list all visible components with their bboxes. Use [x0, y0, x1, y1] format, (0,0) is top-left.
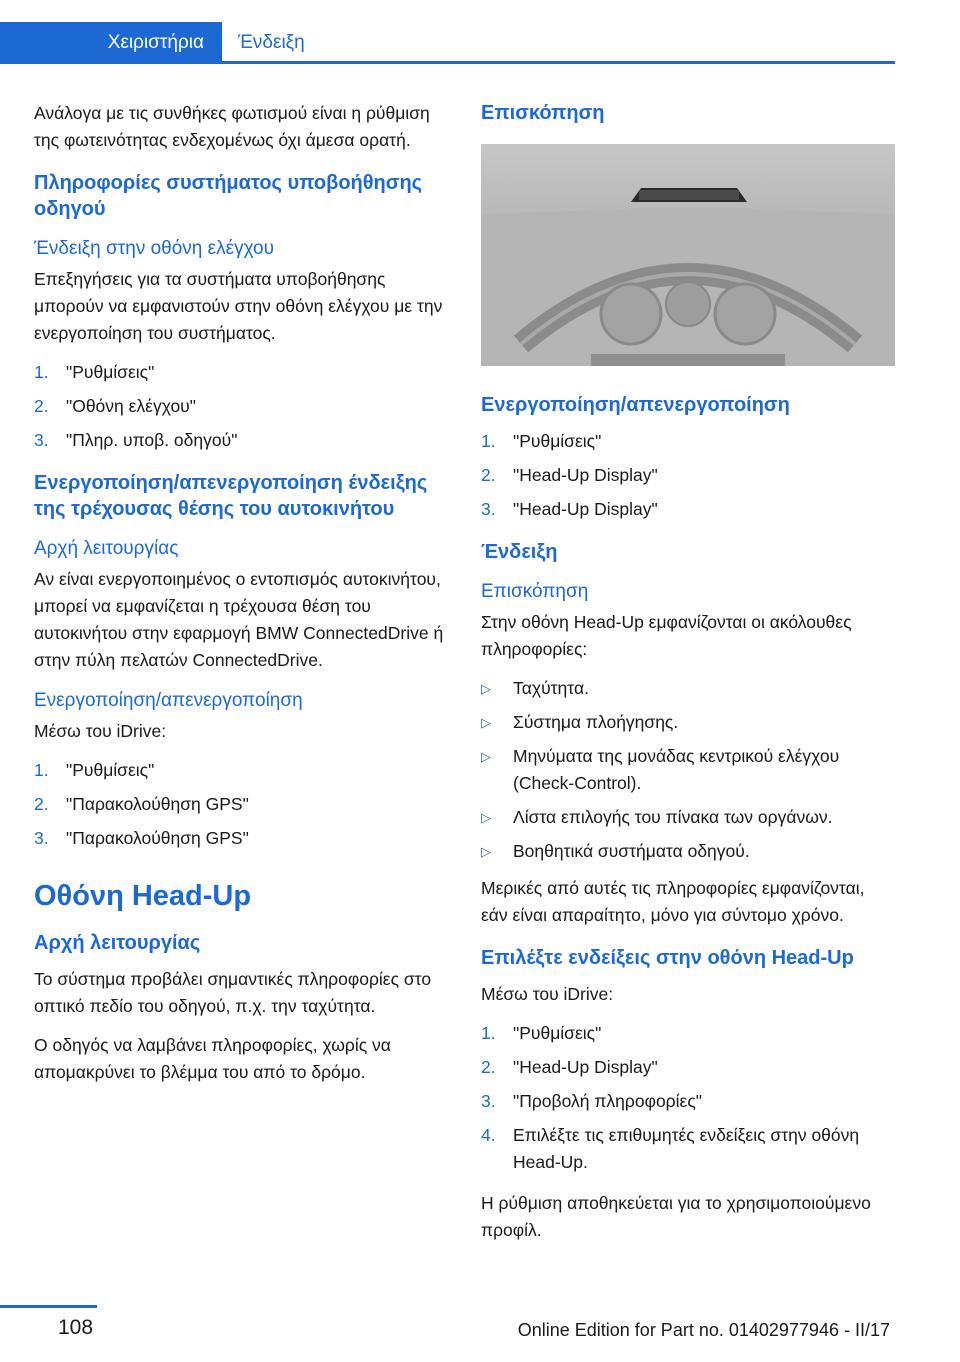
heading-principle-hud: Αρχή λειτουργίας	[34, 932, 201, 954]
left-column	[34, 100, 444, 1098]
step-text: "Ρυθμίσεις"	[66, 760, 155, 780]
bullet-text: Σύστημα πλοήγησης.	[513, 712, 679, 732]
heading-activation-hud: Ενεργοποίηση/απενεργοποίηση	[481, 394, 790, 416]
bullet-item	[481, 675, 891, 702]
step-text: "Ρυθμίσεις"	[66, 362, 155, 382]
heading-overview-display: Επισκόπηση	[481, 581, 589, 602]
step-text: "Προβολή πληροφορίες"	[513, 1091, 702, 1111]
bullet-item	[481, 838, 891, 865]
step-item	[34, 427, 444, 454]
step-number: 1.	[481, 431, 496, 451]
step-number: 2.	[34, 794, 49, 814]
step-item	[481, 1088, 891, 1115]
step-item	[481, 428, 891, 455]
triangle-bullet-icon: ▷	[481, 749, 491, 764]
edition-footer: Online Edition for Part no. 01402977946 - II/17	[517, 1320, 890, 1340]
triangle-bullet-icon: ▷	[481, 681, 491, 696]
bullet-text: Βοηθητικά συστήματα οδηγού.	[513, 841, 750, 861]
step-text: "Παρακολούθηση GPS"	[66, 794, 249, 814]
hud-info-list	[481, 675, 891, 865]
step-number: 3.	[481, 499, 496, 519]
intro-paragraph: Ανάλογα με τις συνθήκες φωτισμού είναι η ρύθμιση της φωτεινότητας ενδεχομένως όχι άμεσα ορατή.	[34, 103, 430, 150]
bullet-text: Μηνύματα της μονάδας κεντρικού ελέγχου (Check-Control).	[513, 746, 840, 793]
step-item	[34, 359, 444, 386]
step-number: 2.	[481, 465, 496, 485]
dashboard-illustration	[481, 144, 895, 366]
explanations-paragraph: Επεξηγήσεις για τα συστήματα υποβοήθησης μπορούν να εμφανιστούν στην οθόνη ελέγχου με την ενεργοποίηση του συστήματος.	[34, 269, 443, 343]
step-text: "Head-Up Display"	[513, 465, 658, 485]
step-item	[34, 791, 444, 818]
bullet-item	[481, 804, 891, 831]
step-text: Επιλέξτε τις επιθυμητές ενδείξεις στην οθόνη Head-Up.	[513, 1125, 860, 1172]
step-number: 3.	[34, 828, 49, 848]
section-tab-display[interactable]: Ένδειξη	[238, 32, 305, 53]
heading-display: Ένδειξη	[481, 541, 558, 563]
header-bar	[0, 0, 895, 64]
hud-system-paragraph: Το σύστημα προβάλει σημαντικές πληροφορίες στο οπτικό πεδίο του οδηγού, π.χ. την ταχύτητα.	[34, 969, 432, 1016]
step-text: "Οθόνη ελέγχου"	[66, 396, 196, 416]
triangle-bullet-icon: ▷	[481, 844, 491, 859]
triangle-bullet-icon: ▷	[481, 715, 491, 730]
temporary-info-paragraph: Μερικές από αυτές τις πληροφορίες εμφανίζονται, εάν είναι απαραίτητο, μόνο για σύντομο χρόνο.	[481, 878, 865, 925]
step-number: 3.	[481, 1091, 496, 1111]
position-paragraph: Αν είναι ενεργοποιημένος ο εντοπισμός αυτοκινήτου, μπορεί να εμφανίζεται η τρέχουσα θέση του αυτοκινήτου στην εφαρμογή BMW ConnectedDrive ή στην πύλη πελατών ConnectedDrive.	[34, 569, 444, 670]
step-item	[34, 757, 444, 784]
steps-driver-info	[34, 359, 444, 454]
heading-principle-position: Αρχή λειτουργίας	[34, 538, 179, 559]
step-number: 1.	[34, 760, 49, 780]
bullet-item	[481, 743, 891, 797]
triangle-bullet-icon: ▷	[481, 810, 491, 825]
step-number: 2.	[34, 396, 49, 416]
step-item	[481, 496, 891, 523]
heading-head-up-display: Οθόνη Head-Up	[34, 880, 252, 912]
step-item	[481, 1020, 891, 1047]
steps-hud-activation	[481, 428, 891, 523]
step-text: "Παρακολούθηση GPS"	[66, 828, 249, 848]
step-item	[481, 462, 891, 489]
page-number: 108	[58, 1316, 94, 1339]
step-item	[481, 1122, 891, 1176]
step-text: "Head-Up Display"	[513, 499, 658, 519]
header-rule	[0, 61, 895, 64]
steps-gps	[34, 757, 444, 852]
step-item	[34, 825, 444, 852]
footer-rule	[0, 1305, 97, 1308]
step-number: 2.	[481, 1057, 496, 1077]
via-idrive-text: Μέσω του iDrive:	[34, 721, 167, 741]
step-text: "Ρυθμίσεις"	[513, 1023, 602, 1043]
step-number: 1.	[34, 362, 49, 382]
hud-driver-paragraph: Ο οδηγός να λαμβάνει πληροφορίες, χωρίς να απομακρύνει το βλέμμα του από το δρόμο.	[34, 1035, 391, 1082]
steps-hud-select	[481, 1020, 891, 1176]
step-number: 4.	[481, 1125, 496, 1145]
right-column	[481, 100, 891, 1256]
step-item	[481, 1054, 891, 1081]
heading-select-hud-displays: Επιλέξτε ενδείξεις στην οθόνη Head-Up	[481, 947, 854, 969]
step-item	[34, 393, 444, 420]
section-tab-controls[interactable]: Χειριστήρια	[0, 22, 222, 64]
heading-overview: Επισκόπηση	[481, 102, 605, 124]
via-idrive-text: Μέσω του iDrive:	[481, 984, 614, 1004]
setting-saved-paragraph: Η ρύθμιση αποθηκεύεται για το χρησιμοποιούμενο προφίλ.	[481, 1193, 871, 1240]
heading-vehicle-position: Ενεργοποίηση/απενεργοποίηση ένδειξης της τρέχουσας θέσης του αυτοκινήτου	[34, 472, 428, 520]
bullet-item	[481, 709, 891, 736]
heading-driver-assistance-info: Πληροφορίες συστήματος υποβοήθησης οδηγού	[34, 172, 423, 220]
bullet-text: Ταχύτητα.	[513, 678, 589, 698]
bullet-text: Λίστα επιλογής του πίνακα των οργάνων.	[513, 807, 833, 827]
step-text: "Πληρ. υποβ. οδηγού"	[66, 430, 238, 450]
heading-activation-gps: Ενεργοποίηση/απενεργοποίηση	[34, 690, 303, 711]
heading-display-control-screen: Ένδειξη στην οθόνη ελέγχου	[34, 238, 275, 259]
step-number: 1.	[481, 1023, 496, 1043]
step-text: "Ρυθμίσεις"	[513, 431, 602, 451]
step-text: "Head-Up Display"	[513, 1057, 658, 1077]
step-number: 3.	[34, 430, 49, 450]
hud-info-paragraph: Στην οθόνη Head-Up εμφανίζονται οι ακόλουθες πληροφορίες:	[481, 612, 852, 659]
